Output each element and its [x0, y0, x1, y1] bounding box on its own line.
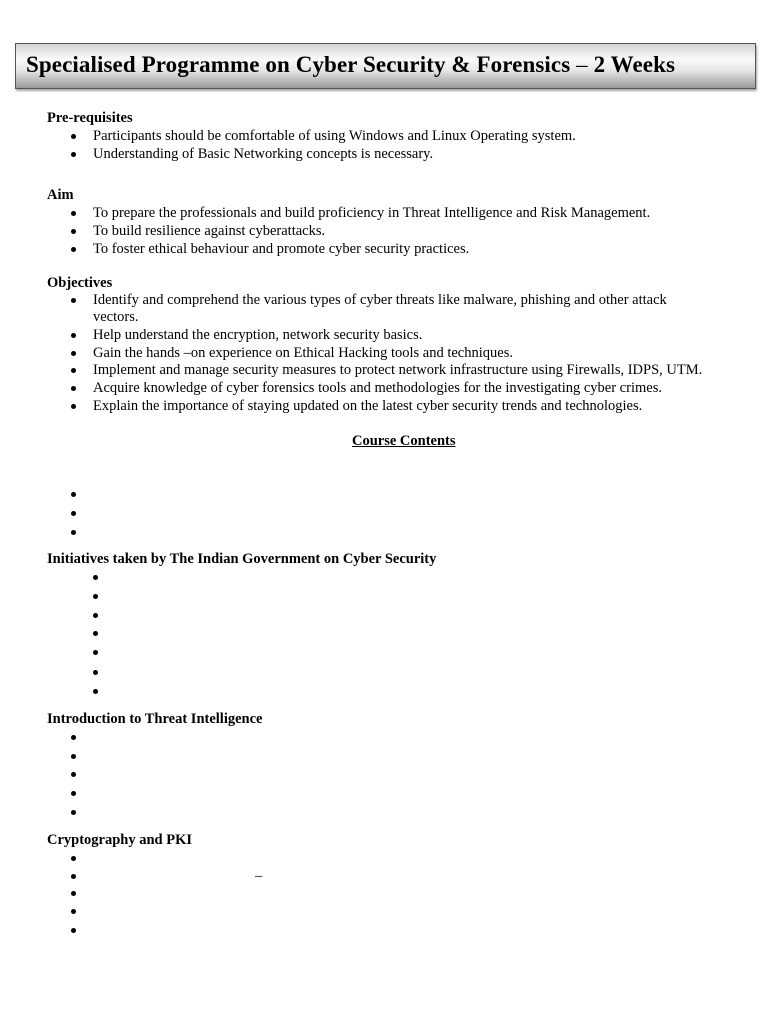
aim-item: To prepare the professionals and build proficiency in Threat Intelligence and Risk Management. — [93, 205, 651, 221]
bullet — [71, 298, 76, 303]
bullet — [71, 511, 76, 516]
bullet — [71, 152, 76, 157]
objective-item: Explain the importance of staying updated on the latest cyber security trends and technologies. — [93, 398, 643, 414]
prerequisites-heading: Pre-requisites — [47, 110, 133, 126]
aim-item: To build resilience against cyberattacks. — [93, 223, 326, 239]
bullet — [71, 772, 76, 777]
course-contents-heading: Course Contents — [352, 433, 456, 449]
objective-item: Implement and manage security measures to protect network infrastructure using Firewalls, IDPS, UTM. — [93, 362, 703, 378]
bullet — [93, 631, 98, 636]
bullet — [71, 856, 76, 861]
prerequisite-item: Understanding of Basic Networking concepts is necessary. — [93, 146, 434, 162]
bullet — [71, 333, 76, 338]
bullet — [71, 810, 76, 815]
bullet — [93, 670, 98, 675]
aim-heading: Aim — [47, 187, 74, 203]
bullet — [71, 891, 76, 896]
title-banner — [15, 43, 756, 89]
prerequisite-item: Participants should be comfortable of using Windows and Linux Operating system. — [93, 128, 576, 144]
bullet — [71, 211, 76, 216]
bullet — [71, 386, 76, 391]
objective-item: Help understand the encryption, network security basics. — [93, 327, 423, 343]
bullet — [93, 689, 98, 694]
objective-item: Gain the hands –on experience on Ethical Hacking tools and techniques. — [93, 345, 513, 361]
bullet — [93, 650, 98, 655]
bullet — [71, 928, 76, 933]
objectives-heading: Objectives — [47, 275, 113, 291]
threat-intelligence-heading: Introduction to Threat Intelligence — [47, 711, 263, 727]
bullet — [71, 791, 76, 796]
objective-item-continuation: vectors. — [93, 309, 139, 325]
bullet — [71, 530, 76, 535]
objective-item: Identify and comprehend the various types of cyber threats like malware, phishing and other attack — [93, 292, 667, 308]
title-main: Specialised Programme on Cyber Security & Forensics — [26, 52, 571, 77]
bullet — [71, 874, 76, 879]
bullet — [71, 229, 76, 234]
page-title — [26, 52, 675, 78]
bullet — [71, 754, 76, 759]
bullet — [71, 247, 76, 252]
bullet — [71, 404, 76, 409]
aim-item: To foster ethical behaviour and promote cyber security practices. — [93, 241, 470, 257]
bullet — [93, 613, 98, 618]
title-dash: – — [576, 52, 588, 77]
objective-item: Acquire knowledge of cyber forensics tools and methodologies for the investigating cyber crimes. — [93, 380, 662, 396]
bullet — [93, 575, 98, 580]
bullet — [71, 134, 76, 139]
bullet — [71, 909, 76, 914]
bullet — [71, 735, 76, 740]
bullet — [93, 594, 98, 599]
stray-dash: – — [255, 868, 263, 884]
cryptography-heading: Cryptography and PKI — [47, 832, 193, 848]
bullet — [71, 368, 76, 373]
initiatives-heading: Initiatives taken by The Indian Government on Cyber Security — [47, 551, 437, 567]
bullet — [71, 492, 76, 497]
title-duration: 2 Weeks — [593, 52, 676, 77]
bullet — [71, 351, 76, 356]
